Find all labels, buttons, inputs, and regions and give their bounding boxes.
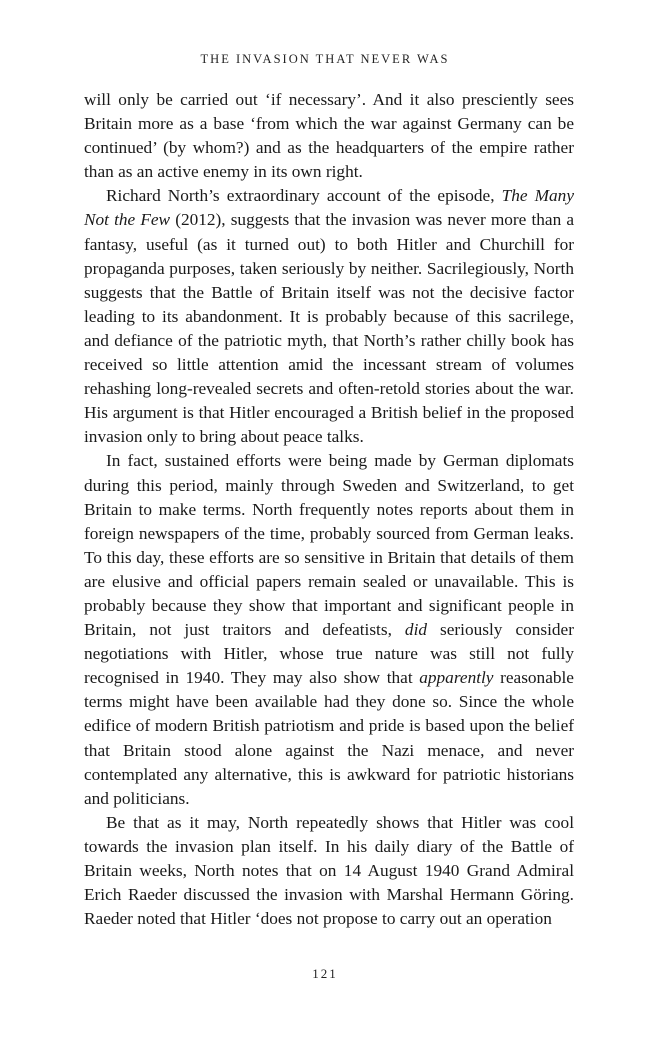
text-run: will only be carried out ‘if necessary’. And it also presciently sees Britain more as a base ‘from which the war against Germany can be continued’ (by whom?) and as the headquarters of the empire rather than as an active enemy in its own right. [84,90,574,182]
emphasis-italic: did [404,620,428,640]
paragraph [84,88,574,184]
emphasis-italic: apparently [419,668,494,688]
body-text [84,88,574,931]
text-run: Richard North’s extraordinary account of the episode, [106,186,502,206]
text-run: Be that as it may, North repeatedly shows that Hitler was cool towards the invasion plan itself. In his daily diary of the Battle of Britain weeks, North notes that on 14 August 1940 Grand Admiral Erich Raeder discussed the invasion with Marshal Hermann Göring. Raeder noted that Hitler ‘does not propose to carry out an operation [84,812,574,929]
book-title-italic: The Many Not the Few [84,186,574,230]
text-run: In fact, sustained efforts were being made by German diplomats during this period, mainly through Sweden and Switzerland, to get Britain to make terms. North frequently notes reports about them in foreign newspapers of the time, probably sourced from German leaks. To this day, these efforts are so sensitive in Britain that details of them are elusive and official papers remain sealed or unavailable. This is probably because they show that important and significant people in Britain, not just traitors and defeatists, [84,451,574,640]
paragraph [84,811,574,931]
text-run: reasonable terms might have been available had they done so. Since the whole edifice of modern British patriotism and pride is based upon the belief that Britain stood alone against the Nazi menace, and never contemplated any alternative, this is awkward for patriotic historians and politicians. [84,668,574,808]
page-number: 121 [312,966,338,981]
paragraph [84,449,574,810]
running-head: THE INVASION THAT NEVER WAS [200,52,450,66]
paragraph [84,184,574,449]
text-run: (2012), suggests that the invasion was never more than a fantasy, useful (as it turned out) to both Hitler and Churchill for propaganda purposes, taken seriously by neither. Sacrilegiously, North suggests that the Battle of Britain itself was not the decisive factor leading to its abandonment. It is probably because of this sacrilege, and defiance of the patriotic myth, that North’s rather chilly book has received so little attention amid the incessant stream of volumes rehashing long-revealed secrets and often-retold stories about the war. His argument is that Hitler encouraged a British belief in the proposed invasion only to bring about peace talks. [84,210,574,447]
text-run: seriously consider negotiations with Hitler, whose true nature was still not fully recognised in 1940. They may also show that [84,620,574,688]
